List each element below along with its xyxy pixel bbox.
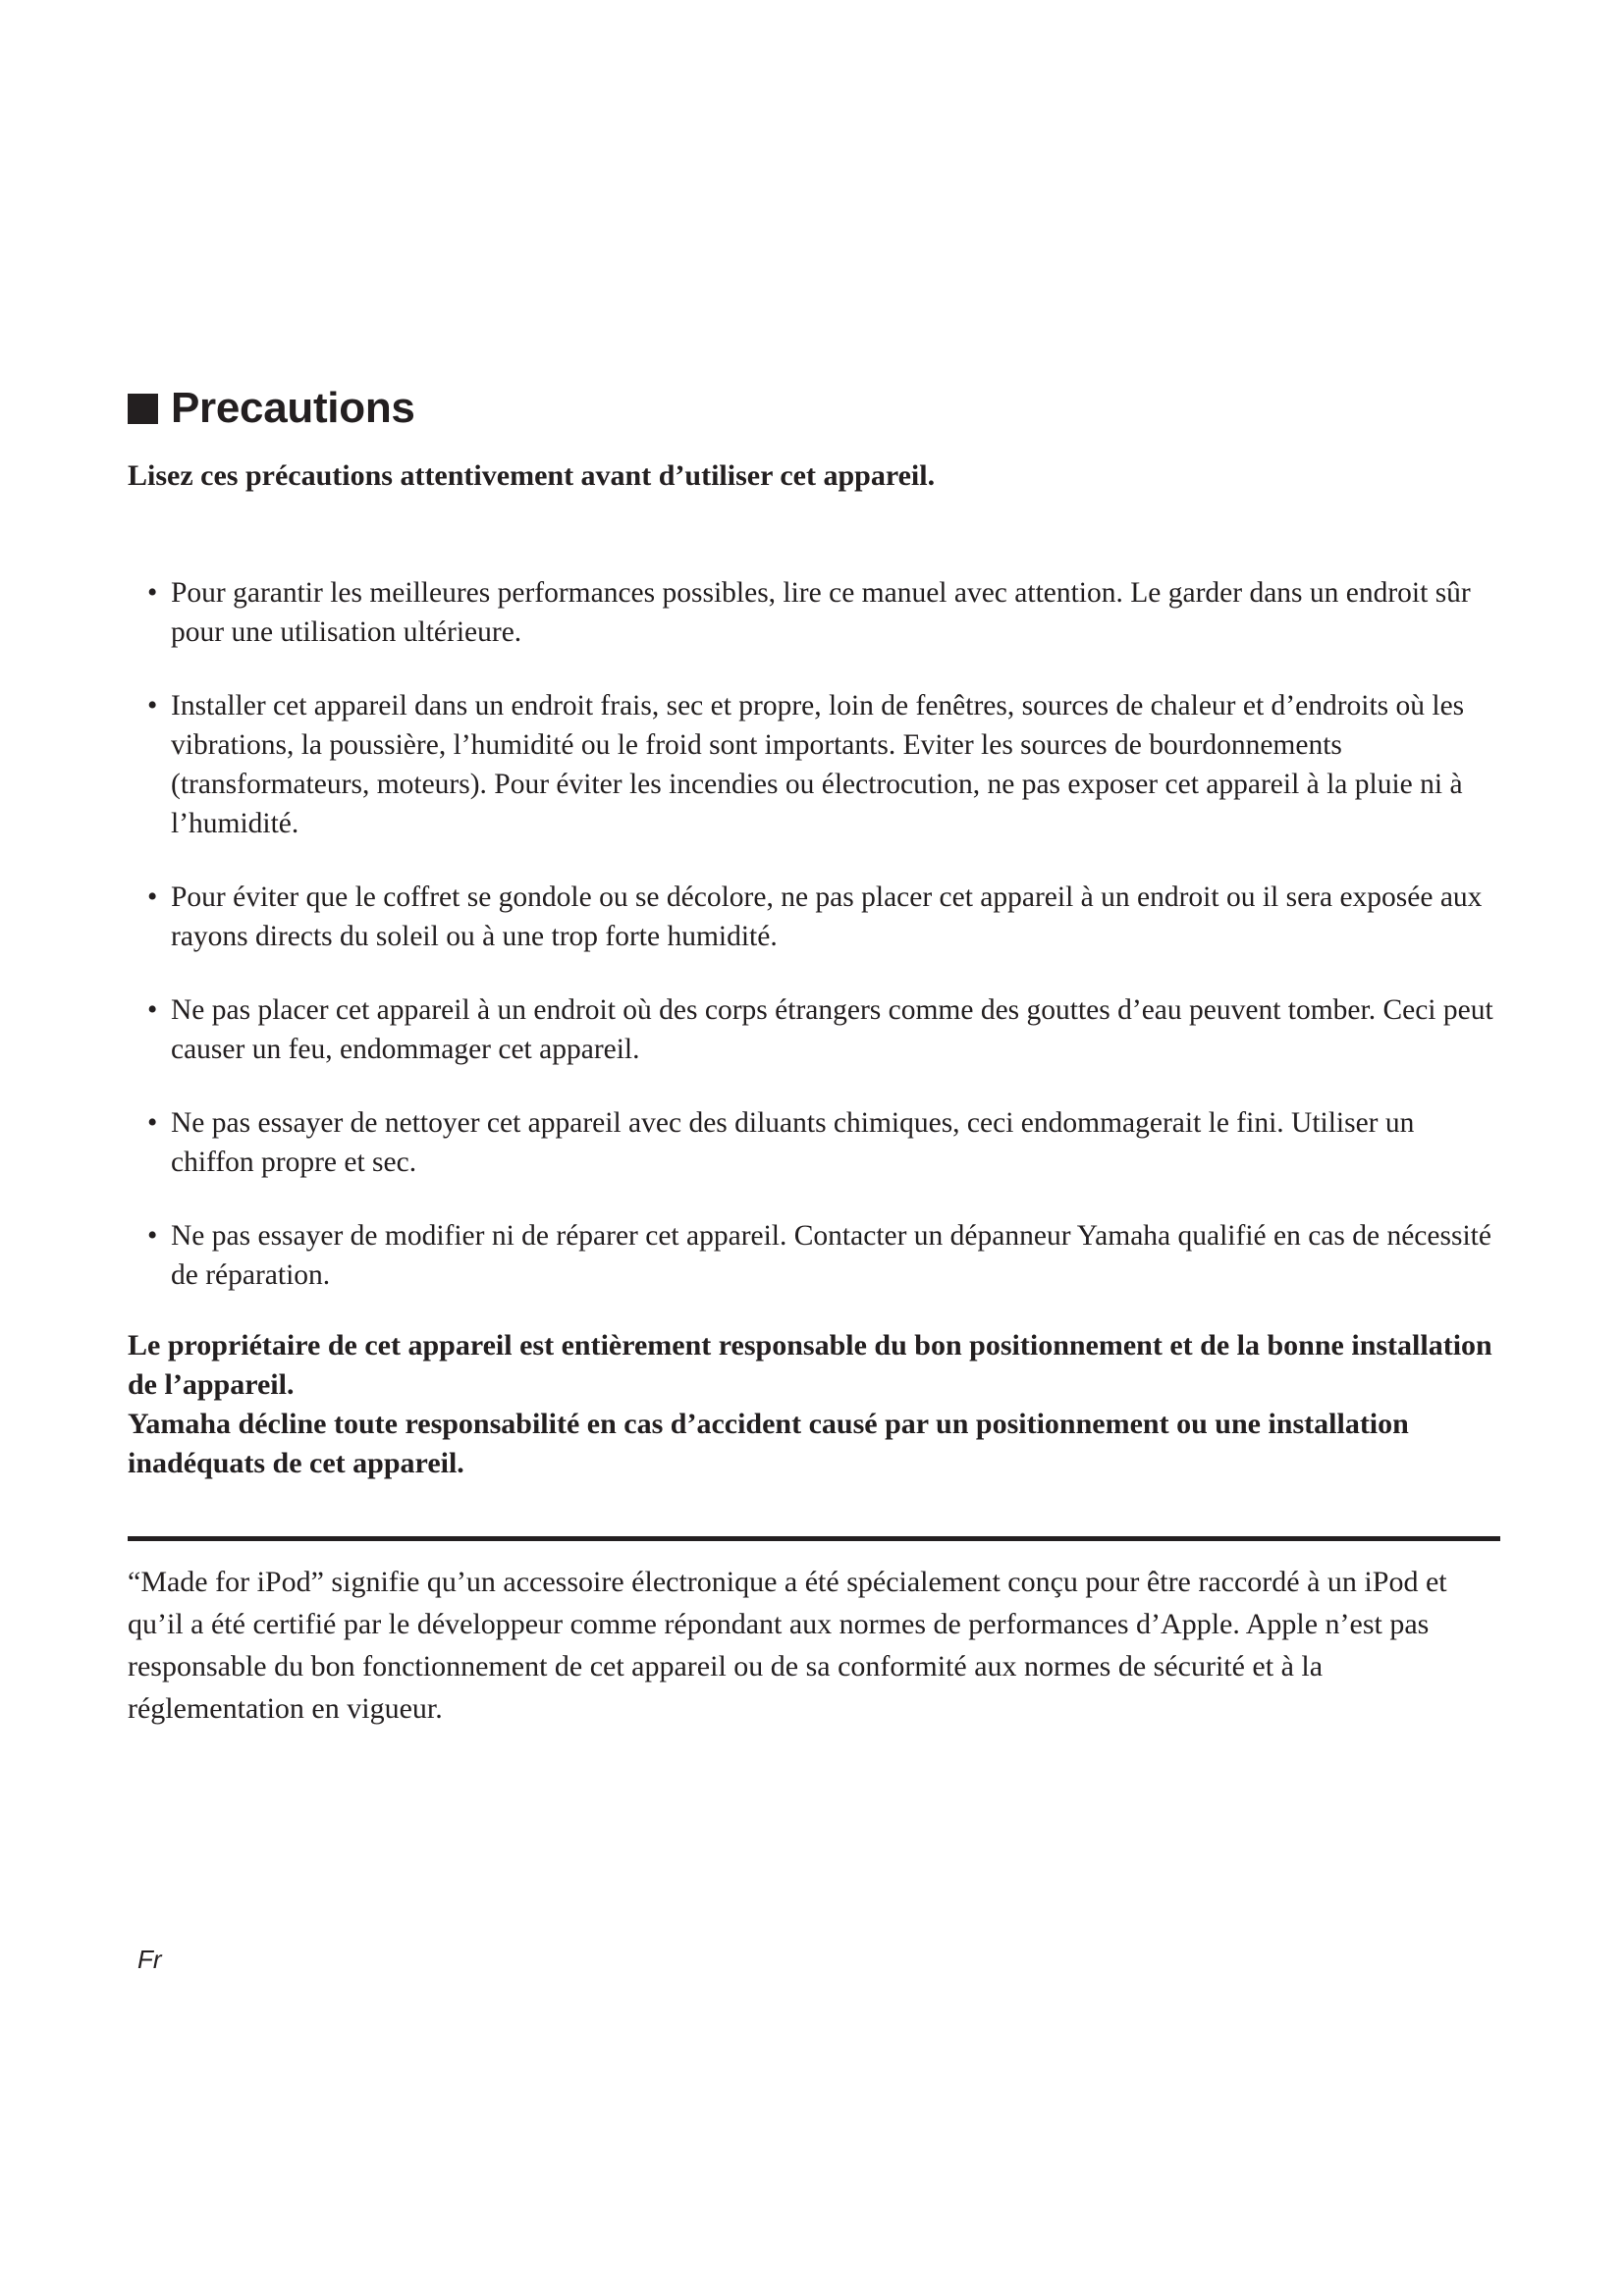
list-item-text: Ne pas placer cet appareil à un endroit où des corps étrangers comme des gouttes d’eau peuvent tomber. Ceci peut causer un feu, endommager cet appareil. [171,994,1493,1065]
list-item [147,1103,1497,1182]
list-item-text: Pour éviter que le coffret se gondole ou se décolore, ne pas placer cet appareil à un endroit ou il sera exposée aux rayons directs du soleil ou à une trop forte humidité. [171,881,1483,952]
list-item [147,1216,1497,1295]
owner-responsibility-text: Le propriétaire de cet appareil est entièrement responsable du bon positionnement et de la bonne installation de l’appareil. [128,1329,1492,1401]
list-item [147,878,1497,956]
yamaha-disclaimer-text: Yamaha décline toute responsabilité en cas d’accident causé par un positionnement ou une installation inadéquats de cet appareil. [128,1408,1409,1479]
list-item-text: Ne pas essayer de modifier ni de réparer cet appareil. Contacter un dépanneur Yamaha qualifié en cas de nécessité de réparation. [171,1220,1491,1291]
list-item-text: Ne pas essayer de nettoyer cet appareil avec des diluants chimiques, ceci endommagerait le fini. Utiliser un chiffon propre et sec. [171,1107,1415,1178]
list-item [147,990,1497,1069]
horizontal-divider [128,1536,1500,1541]
list-item [147,686,1497,843]
bullet-icon: • [147,577,158,609]
page-language-marker: Fr [137,1945,162,1974]
section-heading [128,381,415,436]
bullet-icon: • [147,881,158,913]
bullet-icon: • [147,690,158,721]
black-square-icon [128,394,158,424]
intro-text: Lisez ces précautions attentivement avant d’utiliser cet appareil. [128,459,936,492]
bullet-icon: • [147,1107,158,1139]
section-title: Precautions [171,384,415,432]
ipod-compliance-note: “Made for iPod” signifie qu’un accessoire électronique a été spécialement conçu pour être raccordé à un iPod et qu’il a été certifié par le développeur comme répondant aux normes de performances d’Apple. Apple n’est pas responsable du bon fonctionnement de cet appareil ou de sa conformité aux normes de sécurité et à la réglementation en vigueur. [128,1566,1447,1725]
bullet-icon: • [147,1220,158,1252]
responsibility-notice [128,1326,1512,1483]
list-item-text: Pour garantir les meilleures performances possibles, lire ce manuel avec attention. Le garder dans un endroit sûr pour une utilisation ultérieure. [171,577,1471,648]
list-item-text: Installer cet appareil dans un endroit frais, sec et propre, loin de fenêtres, sources de chaleur et d’endroits où les vibrations, la poussière, l’humidité ou le froid sont importants. Eviter les sources de bourdonnements (transformateurs, moteurs). Pour éviter les incendies ou électrocution, ne pas exposer cet appareil à la pluie ni à l’humidité. [171,690,1465,839]
precautions-list [147,573,1497,1329]
list-item [147,573,1497,652]
bullet-icon: • [147,994,158,1026]
